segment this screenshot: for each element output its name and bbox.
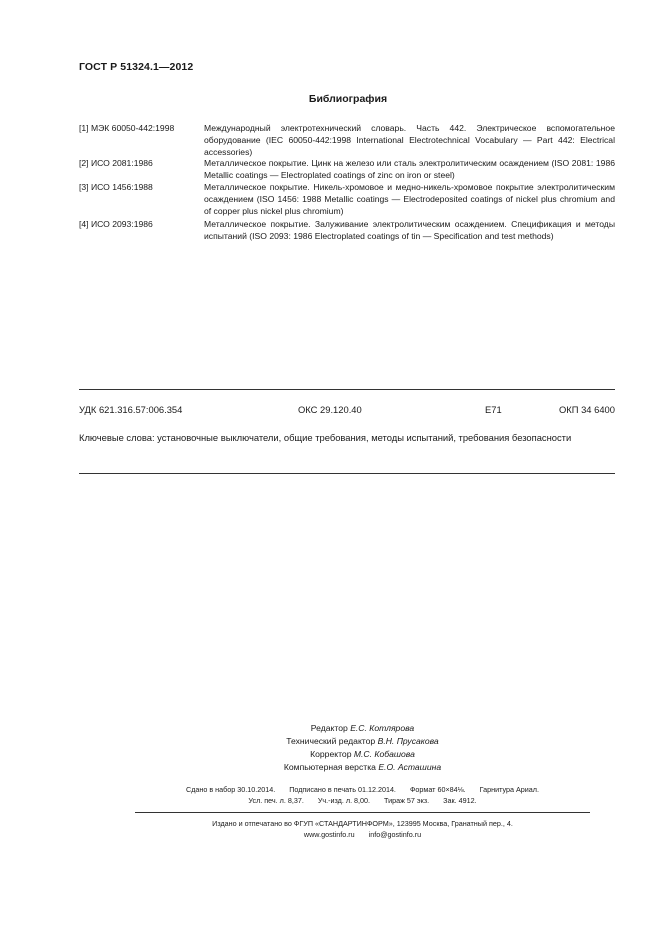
bibliography-entry <box>79 182 615 217</box>
corrector-name: М.С. Кобашова <box>353 749 415 759</box>
print-info-line2 <box>0 795 661 807</box>
publisher-line: Издано и отпечатано во ФГУП «СТАНДАРТИНФОРМ», 123995 Москва, Гранатный пер., 4. <box>212 819 513 828</box>
print-info-item: Усл. печ. л. 8,37. <box>248 796 304 805</box>
oks-code: ОКС 29.120.40 <box>298 404 362 415</box>
bibliography-entry <box>79 158 615 182</box>
divider-top <box>79 389 615 390</box>
category-code: Е71 <box>485 404 502 415</box>
print-info-item: Гарнитура Ариал. <box>479 785 539 794</box>
bibliography-entry <box>79 219 615 243</box>
corrector-label: Корректор <box>310 749 352 759</box>
layout-label: Компьютерная верстка <box>283 762 376 772</box>
divider-imprint <box>135 812 590 813</box>
entry-text: Международный электротехнический словарь. Часть 442. Электрическое вспомогательное оборудование (IEC 60050-442:1998 International Electrotechnical Vocabulary — Part 442: Electrical accessories) <box>204 123 615 157</box>
document-id: ГОСТ Р 51324.1—2012 <box>79 61 194 73</box>
divider-bottom <box>79 473 615 474</box>
print-info-item: Тираж 57 экз. <box>384 796 430 805</box>
bibliography-entry <box>79 123 615 158</box>
entry-text: Металлическое покрытие. Никель-хромовое и медно-никель-хромовое покрытие электролитическим осаждением (ISO 1456: 1988 Metallic coatings — Electrodeposited coatings of nickel plus chromium and of copper plus nickel plus chromium) <box>204 182 615 216</box>
entry-code: [3] ИСО 1456:1988 <box>79 182 153 192</box>
credits-tech-editor <box>0 735 661 748</box>
entry-text: Металлическое покрытие. Цинк на железо или сталь электролитическим осаждением (ISO 2081: 1986 Metallic coatings — Electroplated coatings of zinc on iron or steel) <box>204 158 615 180</box>
print-info-item: Формат 60×84⅛. <box>409 785 466 794</box>
print-info-item: Зак. 4912. <box>443 796 477 805</box>
entry-code: [1] МЭК 60050-442:1998 <box>79 123 175 133</box>
layout-name: Е.О. Асташина <box>378 762 442 772</box>
editor-name: Е.С. Котлярова <box>350 723 415 733</box>
udk-code: УДК 621.316.57:006.354 <box>79 404 183 415</box>
print-info-item: Подписано в печать 01.12.2014. <box>289 785 396 794</box>
editor-label: Редактор <box>310 723 348 733</box>
print-info-line1 <box>0 784 661 796</box>
entry-code: [4] ИСО 2093:1986 <box>79 219 153 229</box>
credits-editor <box>0 722 661 735</box>
publisher-site: www.gostinfo.ru <box>303 830 355 839</box>
okp-code: ОКП 34 6400 <box>559 404 615 415</box>
bibliography-title: Библиография <box>308 93 388 105</box>
entry-code: [2] ИСО 2081:1986 <box>79 158 153 168</box>
print-info-item: Сдано в набор 30.10.2014. <box>186 785 276 794</box>
publisher-contacts <box>0 829 661 841</box>
entry-text: Металлическое покрытие. Залуживание электролитическим осаждением. Спецификация и методы испытаний (ISO 2093: 1986 Electroplated coatings of tin — Specification and test methods) <box>204 219 615 241</box>
credits-layout <box>0 761 661 774</box>
tech-editor-label: Технический редактор <box>286 736 376 746</box>
publisher-email: info@gostinfo.ru <box>368 830 422 839</box>
credits-corrector <box>0 748 661 761</box>
print-info-item: Уч.-изд. л. 8,00. <box>317 796 371 805</box>
keywords: Ключевые слова: установочные выключатели, общие требования, методы испытаний, требования безопасности <box>79 432 572 443</box>
classification-row <box>79 404 615 418</box>
tech-editor-name: В.Н. Прусакова <box>377 736 439 746</box>
